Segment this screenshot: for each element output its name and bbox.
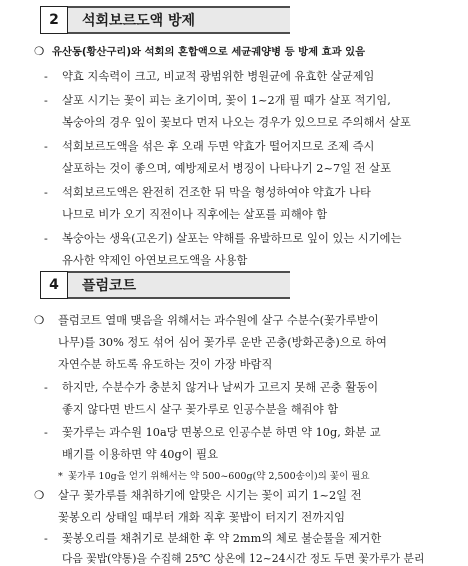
bullet-marker: - [44,186,48,199]
s4-i1-l3: 자연수분 하도록 유도하는 것이 가장 바람직 [58,358,273,371]
s4-i3-l1: 꽃가루는 과수원 10a당 면봉으로 인공수분 하면 약 10g, 화분 교 [62,426,381,439]
s4-i6-l1: 꽃봉오리를 채취기로 분쇄한 후 약 2mm의 체로 불순물을 제거한 [62,532,382,545]
s2-b2-l2: 복숭아의 경우 잎이 꽃보다 먼저 나오는 경우가 있으므로 주의해서 살포 [62,116,411,129]
s2-b1-l1: 약효 지속력이 크고, 비교적 광범위한 병원균에 유효한 살균제임 [62,70,375,83]
bullet-marker: - [44,232,48,245]
section-2-headline: 유산동(황산구리)와 석회의 혼합액으로 세균궤양병 등 방제 효과 있음 [52,46,366,58]
s4-i1-l2: 나무)를 30% 정도 섞어 심어 꽃가루 운반 곤충(방화곤충)으로 하여 [58,336,387,349]
s2-b4-l2: 나므로 비가 오기 직전이나 직후에는 살포를 피해야 함 [62,208,328,221]
s2-b4-l1: 석회보르도액은 완전히 건조한 뒤 막을 형성하여야 약효가 나타 [62,186,371,199]
section-2-header [40,6,290,34]
item-marker: - [44,381,48,394]
item-marker: - [44,532,48,545]
section-2-number: 2 [40,6,68,34]
s2-b2-l1: 살포 시기는 꽃이 피는 초기이며, 꽃이 1~2개 필 때가 살포 적기임, [62,94,391,107]
s4-i1-l1: 플럼코트 열매 맺음을 위해서는 과수원에 살구 수분수(꽃가루받이 [58,314,379,327]
section-4-title: 플럼코트 [68,271,290,299]
s2-b3-l1: 석회보르도액을 섞은 후 오래 두면 약효가 떨어지므로 조제 즉시 [62,140,375,153]
headline-marker: ❍ [34,45,45,58]
bullet-marker: - [44,94,48,107]
s2-b5-l2: 유사한 약제인 아연보르도액을 사용함 [62,254,248,267]
bullet-marker: - [44,70,48,83]
s2-b5-l1: 복숭아는 생육(고온기) 살포는 약해를 유발하므로 잎이 있는 시기에는 [62,232,402,245]
s4-i3-l2: 배기를 이용하면 약 40g이 필요 [62,448,219,461]
item-marker: ❍ [34,314,45,327]
section-4-header [40,271,290,299]
note-marker: * [58,471,63,482]
s4-i2-l2: 좋지 않다면 반드시 살구 꽃가루로 인공수분을 해줘야 함 [62,403,339,416]
s4-i2-l1: 하지만, 수분수가 충분치 않거나 날씨가 고르지 못해 곤충 활동이 [62,381,379,394]
s2-b3-l2: 살포하는 것이 좋으며, 예방제로서 병징이 나타나기 2~7일 전 살포 [62,162,391,175]
item-marker: ❍ [34,489,45,502]
s4-i5-l1: 살구 꽃가루를 채취하기에 알맞은 시기는 꽃이 피기 1~2일 전 [58,489,362,502]
section-4-number: 4 [40,271,68,299]
s4-note: 꽃가루 10g을 얻기 위해서는 약 500~600g(약 2,500송이)의 꽃이 필요 [68,471,370,482]
item-marker: - [44,426,48,439]
section-2-title: 석회보르도액 방제 [68,6,290,34]
bullet-marker: - [44,140,48,153]
s4-i5-l2: 꽃봉오리 상태일 때부터 개화 직후 꽃밥이 터지기 전까지임 [58,511,346,524]
s4-i6-l2: 다음 꽃밥(약통)을 수집해 25℃ 상온에 12~24시간 정도 두면 꽃가루가 분리 [62,552,425,565]
